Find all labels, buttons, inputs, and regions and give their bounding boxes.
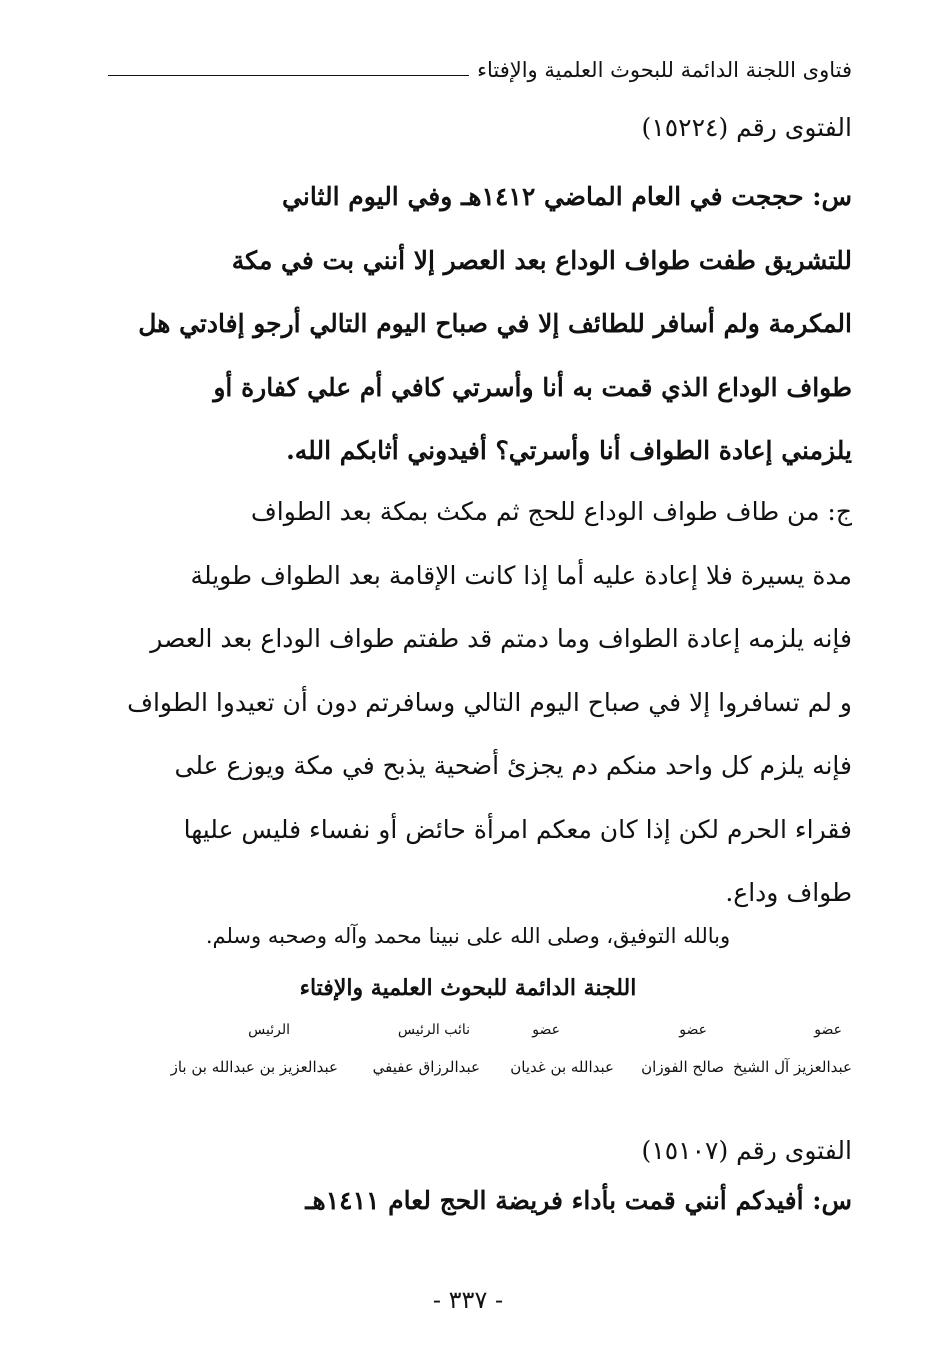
question-line: طواف الوداع الذي قمت به أنا وأسرتي كافي أم علي كفارة أو <box>213 372 852 402</box>
running-header <box>108 52 852 88</box>
fatwa-question <box>112 165 852 483</box>
fatwa-question-start: س: أفيدكم أنني قمت بأداء فريضة الحج لعام ١٤١١هـ <box>305 1186 852 1215</box>
signatory-name: عبدالعزيز آل الشيخ <box>733 1058 852 1076</box>
answer-line: طواف وداع. <box>725 878 852 907</box>
committee-name: اللجنة الدائمة للبحوث العلمية والإفتاء <box>299 975 637 1001</box>
signatory-names <box>112 1058 852 1084</box>
fatwa-answer <box>112 480 852 925</box>
closing-prayer: وبالله التوفيق، وصلى الله على نبينا محمد وآله وصحبه وسلم. <box>205 924 731 948</box>
signatory-title: عضو <box>532 1022 560 1038</box>
answer-line: ج: من طاف طواف الوداع للحج ثم مكث بمكة بعد الطواف <box>250 497 852 526</box>
fatwa-number: الفتوى رقم (١٥١٠٧) <box>641 1136 852 1165</box>
question-line: يلزمني إعادة الطواف أنا وأسرتي؟ أفيدوني أثابكم الله. <box>286 436 852 466</box>
header-rule <box>108 75 469 76</box>
fatwa-number: الفتوى رقم (١٥٢٢٤) <box>641 113 852 142</box>
question-line: س: حججت في العام الماضي ١٤١٢هـ وفي اليوم الثاني <box>282 182 852 211</box>
running-header-title: فتاوى اللجنة الدائمة للبحوث العلمية والإفتاء <box>477 58 852 82</box>
signatory-title: الرئيس <box>248 1022 290 1038</box>
answer-line: فقراء الحرم لكن إذا كان معكم امرأة حائض أو نفساء فليس عليها <box>183 814 852 844</box>
answer-line: مدة يسيرة فلا إعادة عليه أما إذا كانت الإقامة بعد الطواف طويلة <box>190 560 852 590</box>
answer-line: و لم تسافروا إلا في صباح اليوم التالي وسافرتم دون أن تعيدوا الطواف <box>127 687 852 717</box>
signatory-title: عضو <box>814 1022 842 1038</box>
signatory-title: عضو <box>679 1022 707 1038</box>
page-number: - ٣٣٧ - <box>432 1286 504 1314</box>
question-line: للتشريق طفت طواف الوداع بعد العصر إلا أنني بت في مكة <box>231 245 852 275</box>
signatory-titles <box>112 1022 852 1044</box>
signatory-name: صالح الفوزان <box>641 1058 724 1076</box>
answer-line: فإنه يلزمه إعادة الطواف وما دمتم قد طفتم طواف الوداع بعد العصر <box>150 624 852 653</box>
signatory-name: عبدالعزيز بن عبدالله بن باز <box>170 1058 338 1076</box>
answer-line: فإنه يلزم كل واحد منكم دم يجزئ أضحية يذبح في مكة ويوزع على <box>174 751 852 780</box>
signatory-title: نائب الرئيس <box>397 1022 470 1038</box>
question-line: المكرمة ولم أسافر للطائف إلا في صباح اليوم التالي أرجو إفادتي هل <box>138 309 852 339</box>
signatory-name: عبدالله بن غديان <box>510 1058 614 1076</box>
signatory-name: عبدالرزاق عفيفي <box>372 1058 480 1076</box>
